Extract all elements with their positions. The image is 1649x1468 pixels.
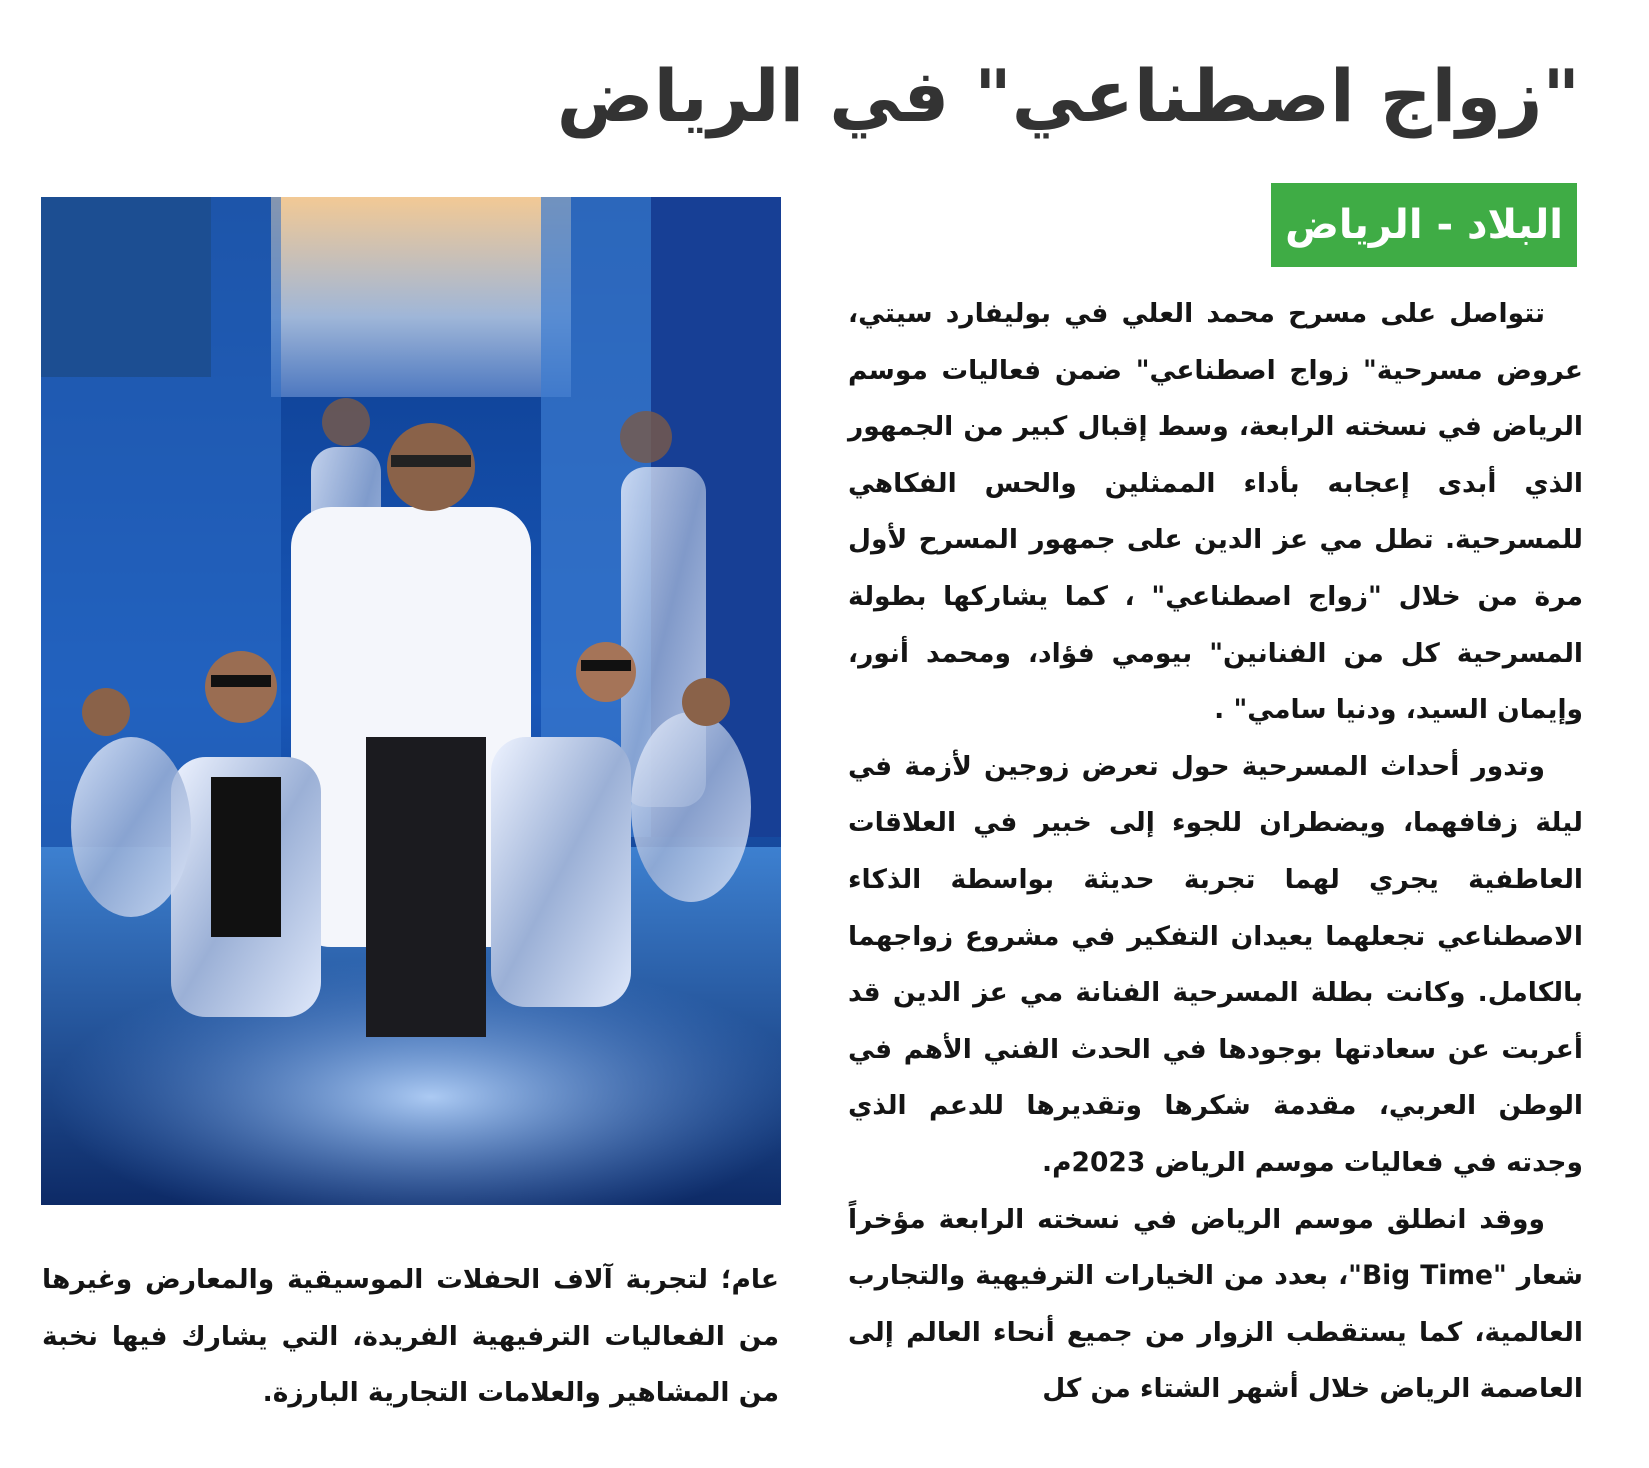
- article-body-left-column: [42, 1252, 779, 1422]
- article-paragraph-1: تتواصل على مسرح محمد العلي في بوليفارد سيتي، عروض مسرحية" زواج اصطناعي" ضمن فعاليات موسم الرياض في نسخته الرابعة، وسط إقبال كبير من الجمهور الذي أبدى إعجابه بأداء الممثلين والحس الفكاهي للمسرحية. تطل مي عز الدين على جمهور المسرح لأول مرة من خلال "زواج اصطناعي" ، كما يشاركها بطولة المسرحية كل من الفنانين" بيومي فؤاد، ومحمد أنور، وإيمان السيد، ودنيا سامي" .: [848, 298, 1583, 726]
- stage-photo-illustration: [41, 197, 781, 1205]
- stage-photo: [41, 197, 781, 1205]
- article-body-right-column: [848, 286, 1583, 1418]
- article-headline: "زواج اصطناعي" في الرياض: [556, 54, 1580, 138]
- article-paragraph-3: ووقد انطلق موسم الرياض في نسخته الرابعة مؤخراً شعار "Big Time"، بعدد من الخيارات الترفيهية والتجارب العالمية، كما يستقطب الزوار من جميع أنحاء العالم إلى العاصمة الرياض خلال أشهر الشتاء من كل: [848, 1203, 1583, 1405]
- article-continuation: عام؛ لتجربة آلاف الحفلات الموسيقية والمعارض وغيرها من الفعاليات الترفيهية الفريدة، التي يشارك فيها نخبة من المشاهير والعلامات التجارية البارزة.: [42, 1264, 779, 1409]
- source-badge: [1271, 183, 1577, 267]
- source-label: البلاد - الرياض: [1285, 202, 1563, 248]
- article-paragraph-2: وتدور أحداث المسرحية حول تعرض زوجين لأزمة في ليلة زفافهما، ويضطران للجوء إلى خبير في العلاقات العاطفية يجري لهما تجربة حديثة بواسطة الذكاء الاصطناعي تجعلهما يعيدان التفكير في مشروع زواجهما بالكامل. وكانت بطلة المسرحية الفنانة مي عز الدين قد أعربت عن سعادتها بوجودها في الحدث الفني الأهم في الوطن العربي، مقدمة شكرها وتقديرها للدعم الذي وجدته في فعاليات موسم الرياض 2023م.: [848, 750, 1583, 1178]
